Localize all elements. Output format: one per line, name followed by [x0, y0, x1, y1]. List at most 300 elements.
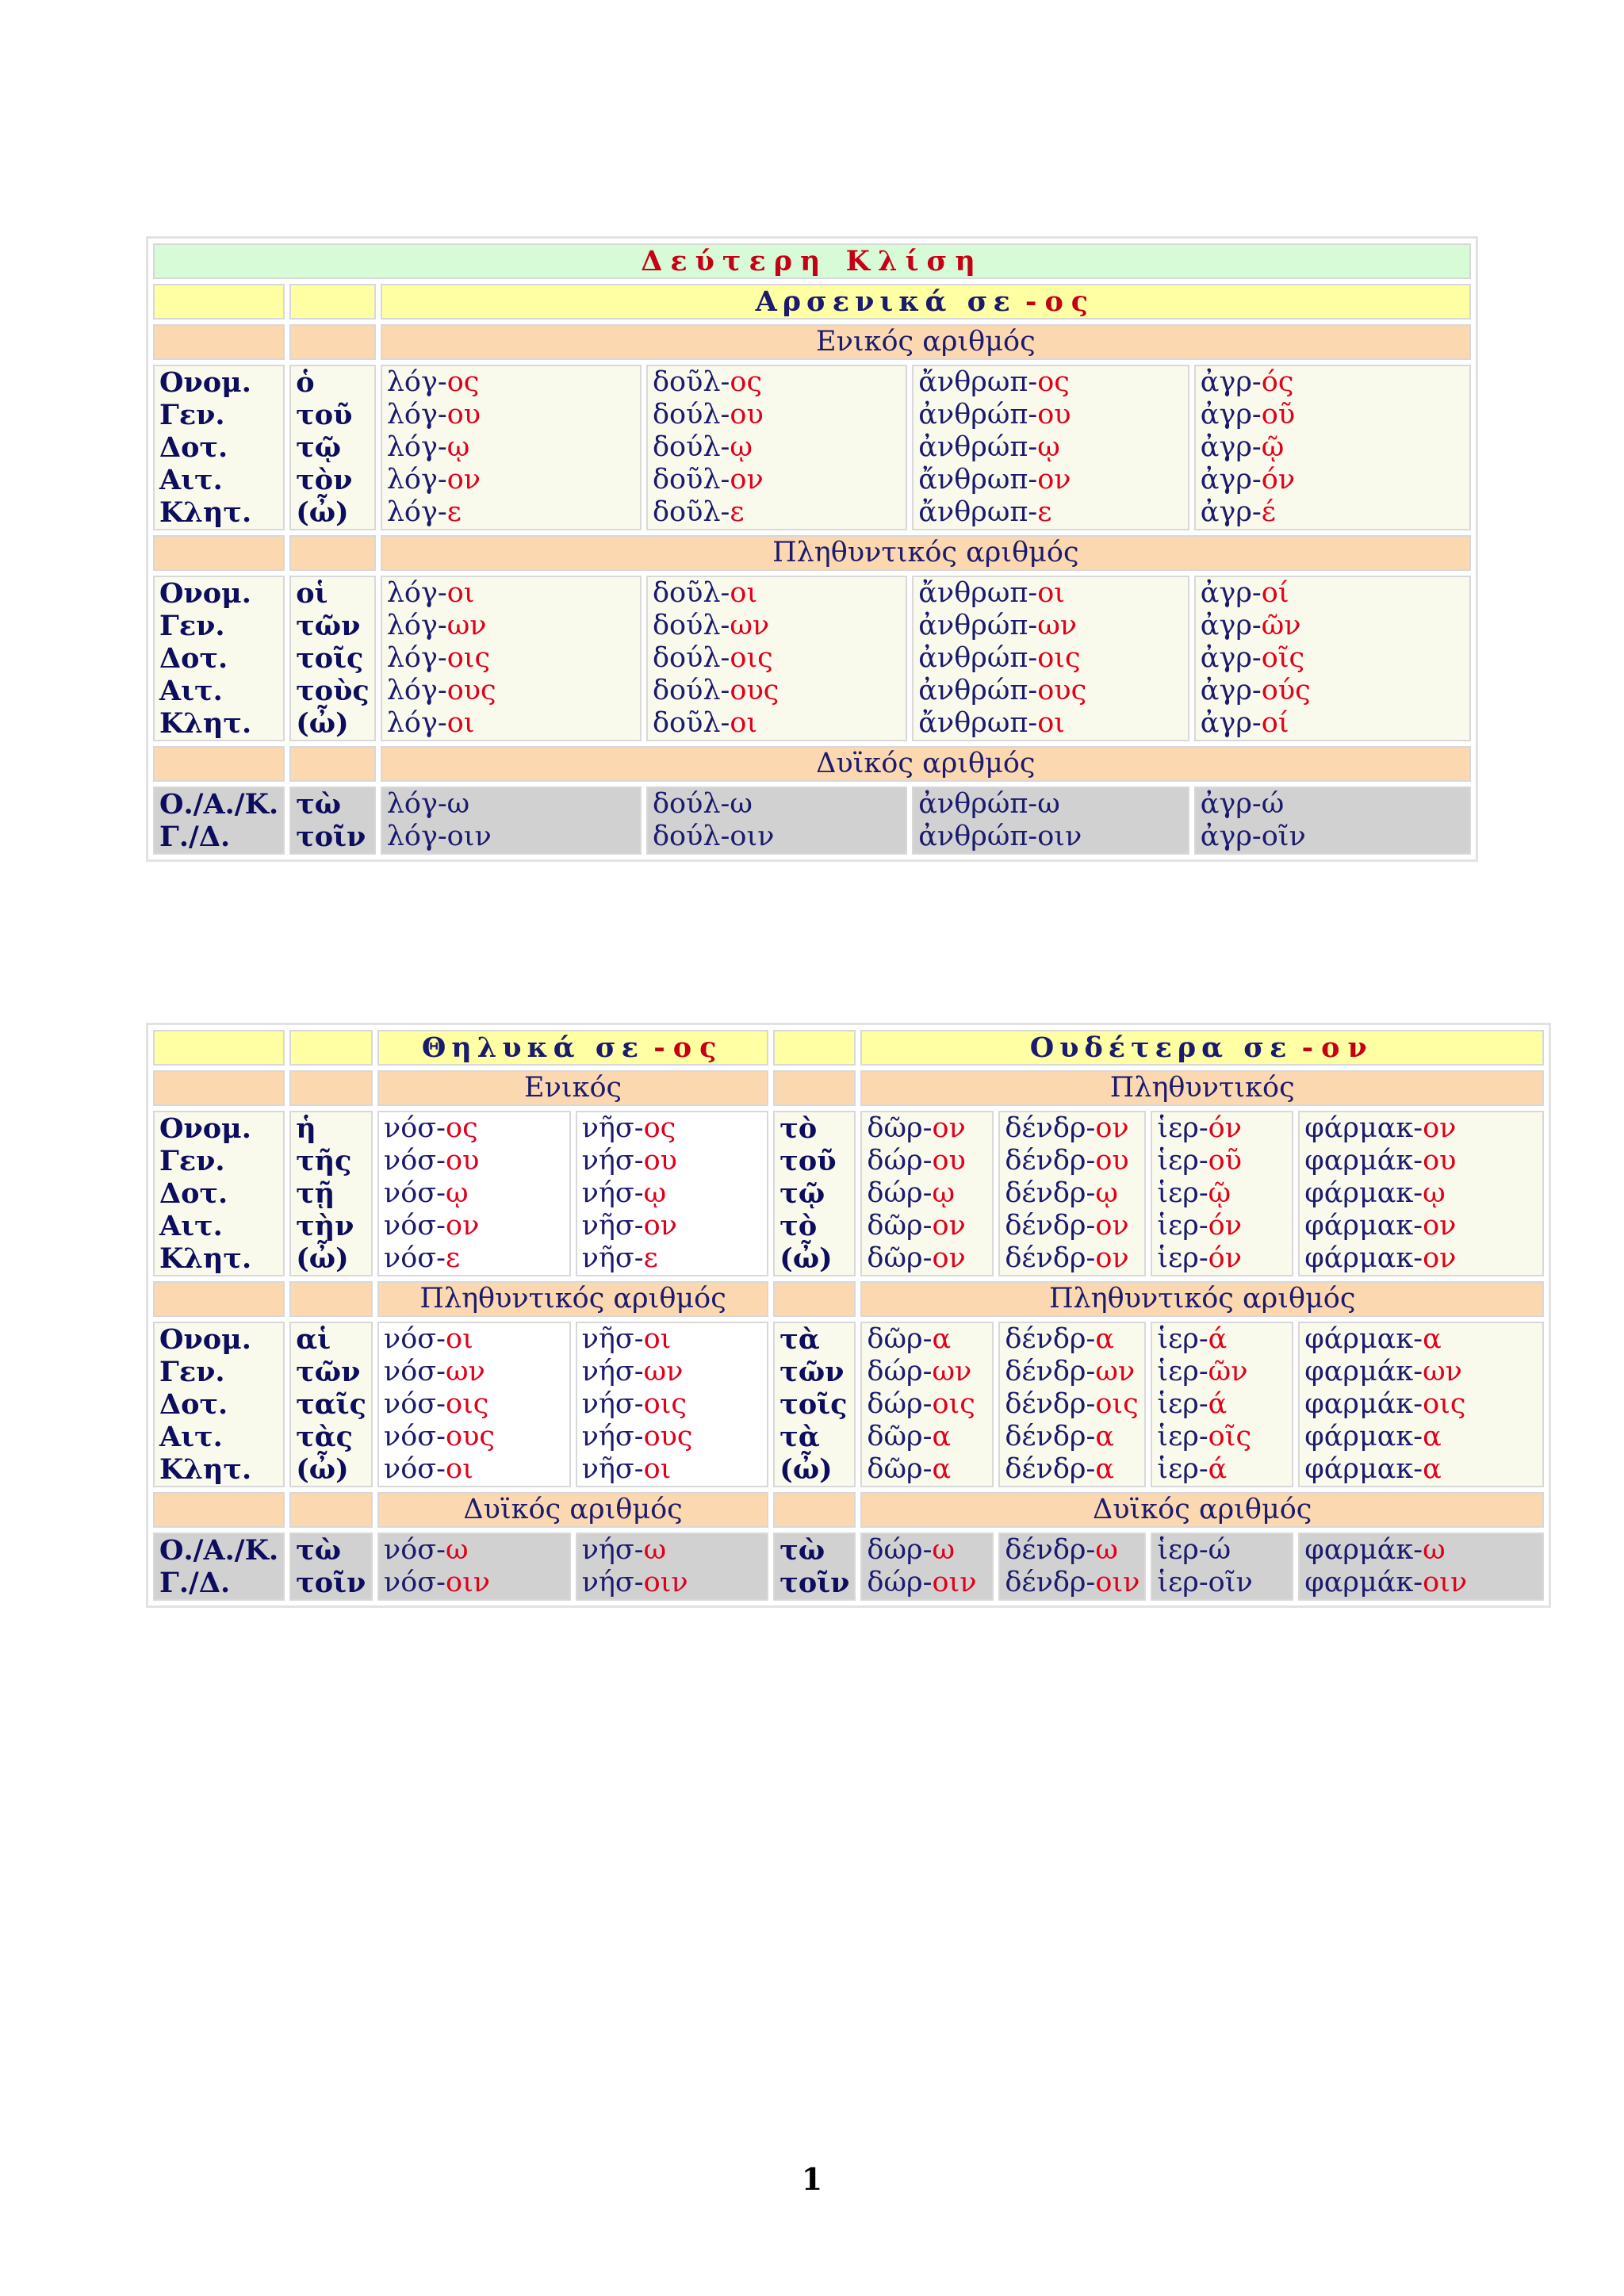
word-ending: ον: [932, 1112, 966, 1144]
word-ending: ος: [446, 1112, 478, 1144]
word-form: [384, 1356, 565, 1388]
word-form: [1005, 1567, 1139, 1599]
word-form: [387, 431, 635, 464]
word-form: [387, 399, 635, 431]
word-form: [653, 642, 901, 675]
neuter-title: Ουδέτερα σε -ον: [860, 1030, 1544, 1066]
word-form: [1304, 1453, 1538, 1486]
word-ending: ον: [446, 1210, 480, 1242]
word-form: [384, 1242, 565, 1275]
word-form: [1304, 1210, 1538, 1242]
word-ending: οις: [932, 1388, 975, 1420]
word-form: [1005, 1453, 1139, 1486]
cell-line: Ονομ.: [159, 366, 251, 399]
word-form: [867, 1177, 987, 1210]
word-stem: φάρμακ-: [1304, 1242, 1423, 1274]
word-stem: ἱερ-ώ: [1157, 1534, 1231, 1566]
word-ending: ων: [446, 610, 487, 641]
neu-dual-article-column: [773, 1533, 856, 1601]
cell-line: Κλητ.: [159, 1242, 252, 1275]
word-ending: οις: [730, 642, 773, 674]
word-ending: α: [1095, 1421, 1114, 1452]
word-ending: ῶν: [1261, 610, 1301, 641]
cell-line: ἡ: [296, 1112, 316, 1145]
cell-line: Δοτ.: [159, 431, 228, 464]
word-stem: φάρμακ-: [1304, 1112, 1423, 1144]
word-ending: οις: [643, 1388, 687, 1420]
word-form: [653, 675, 901, 707]
forms-pharmakon-plural: [1298, 1322, 1544, 1487]
word-form: [1201, 707, 1465, 740]
word-stem: ἀνθρώπ-: [918, 642, 1038, 674]
dual-article-column: [289, 786, 376, 855]
word-form: [1201, 610, 1465, 642]
masculine-subtitle: Αρσενικά σε -ος: [381, 284, 1471, 320]
word-ending: ω: [932, 1534, 955, 1566]
word-stem: φαρμάκ-: [1304, 1567, 1423, 1598]
word-form: [918, 431, 1182, 464]
word-form: [867, 1210, 987, 1242]
word-stem: δένδρ-: [1005, 1453, 1096, 1485]
word-ending: οις: [446, 1388, 489, 1420]
word-form: [1304, 1534, 1538, 1567]
word-ending: ῷ: [1208, 1177, 1231, 1209]
word-stem: νῆσ-: [581, 1210, 644, 1242]
word-form: [1304, 1567, 1538, 1599]
word-stem: δώρ-: [867, 1145, 933, 1177]
cell-line: Γ./Δ.: [159, 1567, 231, 1599]
word-ending: ον: [932, 1210, 966, 1242]
word-stem: ἱερ-: [1157, 1388, 1208, 1420]
word-form: [1005, 1145, 1139, 1177]
word-stem: δούλ-ω: [652, 788, 753, 820]
singular-heading: Ενικός αριθμός: [381, 324, 1471, 360]
word-ending: ου: [446, 399, 481, 430]
word-ending: α: [1095, 1323, 1114, 1355]
forms-anthropos-singular: [912, 365, 1189, 530]
word-stem: ἀνθρώπ-: [918, 610, 1038, 641]
word-ending: οι: [1037, 707, 1066, 739]
cell-line: Αιτ.: [159, 1421, 223, 1453]
word-form: [387, 496, 635, 529]
word-stem: δένδρ-: [1005, 1421, 1096, 1452]
word-stem: λόγ-: [386, 399, 447, 430]
forms-nesos-dual: [576, 1533, 769, 1601]
word-form: [1201, 496, 1465, 529]
word-stem: ἀγρ-: [1200, 431, 1262, 463]
word-ending: οιν: [1423, 1567, 1468, 1598]
word-form: [867, 1323, 987, 1356]
word-stem: νῆσ-: [581, 1323, 644, 1355]
plural-heading: Πληθυντικός αριθμός: [381, 535, 1471, 571]
word-ending: ά: [1208, 1323, 1228, 1355]
word-ending: όν: [1208, 1112, 1243, 1144]
word-ending: α: [932, 1421, 952, 1452]
forms-agros-singular: [1194, 365, 1471, 530]
word-stem: δώρ-: [867, 1534, 933, 1566]
word-form: [582, 1177, 763, 1210]
feminine-neuter-declension-table: [146, 1023, 1551, 1608]
word-stem: ἱερ-: [1157, 1145, 1208, 1177]
word-ending: ον: [1423, 1112, 1457, 1144]
word-stem: ἱερ-: [1157, 1242, 1208, 1274]
word-ending: ος: [643, 1112, 676, 1144]
word-ending: ῶν: [1208, 1356, 1248, 1387]
cell-line: τὴν: [296, 1210, 354, 1242]
word-form: [384, 1323, 565, 1356]
word-form: [387, 675, 635, 707]
word-form: [582, 1145, 763, 1177]
word-ending: ος: [730, 366, 763, 398]
word-ending: ῳ: [1095, 1177, 1118, 1209]
word-ending: οι: [730, 707, 758, 739]
word-ending: οῦ: [1208, 1145, 1243, 1177]
forms-logos-plural: [381, 576, 642, 741]
word-stem: λόγ-: [386, 577, 447, 609]
word-form: [918, 577, 1182, 610]
word-stem: νόσ-: [383, 1323, 446, 1355]
word-form: [1005, 1242, 1139, 1275]
forms-doulos-plural: [646, 576, 907, 741]
word-form: [1304, 1323, 1538, 1356]
word-ending: οις: [1095, 1388, 1139, 1420]
cell-line: Δοτ.: [159, 1388, 228, 1421]
cell-line: Ονομ.: [159, 577, 251, 610]
word-form: [1201, 642, 1465, 675]
word-form: [384, 1534, 565, 1567]
cell-line: τὸ: [779, 1210, 818, 1242]
fem-article-column: [289, 1322, 373, 1487]
word-stem: δούλ-: [652, 642, 730, 674]
word-stem: δένδρ-: [1005, 1177, 1096, 1209]
word-stem: νόσ-: [383, 1177, 446, 1209]
word-form: [867, 1242, 987, 1275]
word-stem: ἄνθρωπ-: [918, 577, 1038, 609]
fem-dual-heading: Δυϊκός αριθμός: [377, 1492, 768, 1528]
cell-line: Κλητ.: [159, 1453, 252, 1486]
word-ending: ον: [932, 1242, 966, 1274]
word-ending: ῳ: [446, 431, 470, 463]
word-ending: όν: [1208, 1242, 1243, 1274]
forms-dendron-singular: [998, 1111, 1146, 1276]
word-form: [1157, 1453, 1287, 1486]
word-ending: ων: [643, 1356, 684, 1387]
word-form: [1157, 1356, 1287, 1388]
word-stem: ἀγρ-: [1200, 675, 1262, 706]
word-stem: ἄνθρωπ-: [918, 464, 1038, 496]
word-stem: ἀνθρώπ-: [918, 399, 1038, 430]
word-ending: ων: [1423, 1356, 1462, 1387]
dual-case-labels: [153, 786, 285, 855]
word-form: [653, 366, 901, 399]
word-stem: νήσ-: [581, 1177, 644, 1209]
word-ending: α: [1423, 1323, 1442, 1355]
word-form: [384, 1388, 565, 1421]
word-stem: ἀγρ-: [1200, 610, 1262, 641]
word-form: [387, 577, 635, 610]
word-form: [867, 1356, 987, 1388]
cell-line: τοῖν: [296, 821, 366, 853]
forms-dendron-plural: [998, 1322, 1146, 1487]
forms-doron-dual: [860, 1533, 994, 1601]
word-form: [867, 1534, 987, 1567]
word-ending: οιν: [643, 1567, 688, 1598]
cell-line: (ὦ): [779, 1453, 833, 1486]
word-ending: ῳ: [730, 431, 753, 463]
word-ending: α: [1095, 1453, 1114, 1485]
word-ending: α: [932, 1323, 952, 1355]
word-form: [918, 610, 1182, 642]
word-form: [582, 1242, 763, 1275]
word-stem: δούλ-οιν: [652, 821, 775, 852]
word-stem: δένδρ-: [1005, 1242, 1096, 1274]
cell-line: Δοτ.: [159, 1177, 228, 1210]
cell-line: τῇ: [296, 1177, 335, 1210]
word-ending: ε: [446, 1242, 461, 1274]
word-stem: ἀγρ-: [1200, 496, 1262, 528]
word-stem: νῆσ-: [581, 1242, 644, 1274]
cell-line: Γεν.: [159, 610, 225, 642]
word-ending: οῖς: [1261, 642, 1305, 674]
word-form: [1005, 1421, 1139, 1453]
word-form: [1005, 1388, 1139, 1421]
word-stem: ἄνθρωπ-: [918, 366, 1038, 398]
word-form: [582, 1421, 763, 1453]
word-form: [1304, 1242, 1538, 1275]
word-stem: φάρμακ-: [1304, 1421, 1423, 1452]
cell-line: Ονομ.: [159, 1112, 251, 1145]
word-ending: οις: [446, 642, 491, 674]
word-stem: ἀνθρώπ-: [918, 431, 1038, 463]
word-stem: λόγ-ω: [386, 788, 470, 820]
word-stem: ἱερ-οῖν: [1157, 1567, 1253, 1598]
word-stem: φαρμάκ-: [1304, 1145, 1423, 1177]
word-form: [387, 366, 635, 399]
word-form: [582, 1388, 763, 1421]
word-form: [1304, 1421, 1538, 1453]
cell-line: τὰ: [779, 1421, 820, 1453]
word-form: [582, 1356, 763, 1388]
cell-line: (ὦ): [779, 1242, 833, 1275]
neu-plural-heading: Πληθυντικός αριθμός: [860, 1281, 1544, 1317]
word-form: [918, 707, 1182, 740]
word-stem: δούλ-: [652, 610, 730, 641]
word-form: [867, 1145, 987, 1177]
cell-line: τὰ: [779, 1323, 820, 1356]
word-ending: οῖς: [1208, 1421, 1252, 1452]
word-ending: ε: [643, 1242, 658, 1274]
word-form: [1157, 1421, 1287, 1453]
word-ending: α: [932, 1453, 952, 1485]
word-form: [1157, 1388, 1287, 1421]
word-stem: νήσ-: [581, 1567, 644, 1598]
word-stem: φάρμακ-: [1304, 1323, 1423, 1355]
word-ending: οι: [446, 707, 475, 739]
word-form: [387, 642, 635, 675]
word-ending: ε: [1037, 496, 1052, 528]
word-stem: δένδρ-: [1005, 1145, 1096, 1177]
word-form: [653, 610, 901, 642]
fem-dual-article-column: [289, 1533, 373, 1601]
word-stem: δώρ-: [867, 1388, 933, 1420]
cell-line: (ὦ): [296, 496, 349, 529]
word-form: [867, 1421, 987, 1453]
cell-line: Κλητ.: [159, 707, 252, 740]
word-ending: ος: [1037, 366, 1070, 398]
word-form: [384, 1145, 565, 1177]
word-stem: δῶρ-: [867, 1453, 933, 1485]
cell-line: τῷ: [296, 431, 342, 464]
word-stem: ἀγρ-: [1200, 366, 1262, 398]
word-form: [582, 1534, 763, 1567]
cell-line: Δοτ.: [159, 642, 228, 675]
neu-article-column: [773, 1111, 856, 1276]
word-form: [1157, 1177, 1287, 1210]
cell-line: Γεν.: [159, 1356, 225, 1388]
forms-hieron-dual: [1151, 1533, 1293, 1601]
word-ending: ους: [1037, 675, 1087, 706]
word-stem: δῶρ-: [867, 1210, 933, 1242]
case-labels: [153, 576, 285, 741]
word-ending: ου: [1423, 1145, 1457, 1177]
word-form: [1157, 1534, 1287, 1567]
word-form: [653, 707, 901, 740]
word-form: [384, 1112, 565, 1145]
word-form: [1201, 821, 1465, 853]
forms-agros-plural: [1194, 576, 1471, 741]
cell-line: ὁ: [296, 366, 315, 399]
word-stem: φαρμάκ-: [1304, 1356, 1423, 1387]
cell-line: τῶν: [296, 1356, 361, 1388]
word-stem: νήσ-: [581, 1421, 644, 1452]
word-ending: ου: [643, 1145, 677, 1177]
word-form: [387, 788, 635, 821]
article-column: [289, 576, 376, 741]
word-stem: δοῦλ-: [652, 577, 730, 609]
cell-line: τοῦ: [296, 399, 353, 431]
forms-hieron-plural: [1151, 1322, 1293, 1487]
forms-doron-singular: [860, 1111, 994, 1276]
word-ending: ους: [730, 675, 779, 706]
cell-line: τῷ: [779, 1177, 825, 1210]
word-ending: οιν: [932, 1567, 977, 1598]
case-labels: [153, 1111, 285, 1276]
word-stem: δοῦλ-: [652, 366, 730, 398]
word-ending: ῳ: [1037, 431, 1060, 463]
word-ending: ω: [1095, 1534, 1118, 1566]
word-ending: ον: [1095, 1112, 1129, 1144]
word-form: [653, 821, 901, 853]
word-form: [1157, 1242, 1287, 1275]
word-form: [384, 1177, 565, 1210]
word-form: [918, 464, 1182, 496]
word-form: [582, 1210, 763, 1242]
word-stem: δῶρ-: [867, 1323, 933, 1355]
word-stem: νόσ-: [383, 1242, 446, 1274]
word-ending: ου: [730, 399, 764, 430]
word-stem: ἱερ-: [1157, 1210, 1208, 1242]
word-stem: ἀγρ-οῖν: [1200, 821, 1306, 852]
cell-line: τὼ: [296, 1534, 342, 1567]
neu-article-column: [773, 1322, 856, 1487]
forms-nosos-dual: [377, 1533, 571, 1601]
word-stem: δένδρ-: [1005, 1210, 1096, 1242]
word-form: [1005, 1323, 1139, 1356]
word-form: [1201, 788, 1465, 821]
word-form: [918, 399, 1182, 431]
word-stem: ἱερ-: [1157, 1112, 1208, 1144]
neu-dual-heading: Δυϊκός αριθμός: [860, 1492, 1544, 1528]
word-ending: ου: [446, 1145, 480, 1177]
word-form: [384, 1453, 565, 1486]
word-ending: ον: [446, 464, 481, 496]
word-form: [384, 1210, 565, 1242]
word-stem: ἀγρ-: [1200, 707, 1262, 739]
word-stem: δένδρ-: [1005, 1112, 1096, 1144]
word-stem: φάρμακ-: [1304, 1453, 1423, 1485]
word-stem: νόσ-: [383, 1421, 446, 1452]
cell-line: τῶν: [779, 1356, 845, 1388]
word-form: [1005, 1534, 1139, 1567]
word-ending: α: [1423, 1453, 1442, 1485]
cell-line: Ο./Α./Κ.: [159, 788, 279, 821]
word-stem: λόγ-: [386, 464, 447, 496]
fem-singular-heading: Ενικός: [377, 1070, 768, 1106]
cell-line: τὸν: [296, 464, 353, 496]
cell-line: τοῖν: [296, 1567, 366, 1599]
word-stem: νόσ-: [383, 1534, 446, 1566]
cell-line: τὸ: [779, 1112, 818, 1145]
cell-line: τὼ: [779, 1534, 825, 1567]
forms-anthropos-dual: [912, 786, 1189, 855]
word-stem: νόσ-: [383, 1145, 446, 1177]
word-form: [387, 464, 635, 496]
word-form: [387, 610, 635, 642]
word-ending: ους: [643, 1421, 693, 1452]
word-ending: όν: [1208, 1210, 1243, 1242]
word-stem: λόγ-: [386, 496, 447, 528]
word-form: [384, 1567, 565, 1599]
word-stem: δοῦλ-: [652, 496, 730, 528]
word-ending: ον: [1423, 1210, 1457, 1242]
word-form: [1005, 1177, 1139, 1210]
word-stem: νήσ-: [581, 1356, 644, 1387]
word-ending: ε: [730, 496, 745, 528]
word-stem: ἀνθρώπ-: [918, 675, 1038, 706]
word-stem: ἄνθρωπ-: [918, 707, 1038, 739]
word-stem: νήσ-: [581, 1145, 644, 1177]
word-stem: ἀγρ-: [1200, 642, 1262, 674]
forms-pharmakon-dual: [1298, 1533, 1544, 1601]
word-stem: φαρμάκ-: [1304, 1388, 1423, 1420]
word-form: [918, 675, 1182, 707]
word-stem: δῶρ-: [867, 1112, 933, 1144]
word-stem: ἱερ-: [1157, 1421, 1208, 1452]
word-stem: δούλ-: [652, 675, 730, 706]
forms-nosos-singular: [377, 1111, 571, 1276]
word-ending: ω: [1423, 1534, 1446, 1566]
word-ending: οι: [643, 1453, 672, 1485]
forms-agros-dual: [1194, 786, 1471, 855]
word-stem: νήσ-: [581, 1388, 644, 1420]
word-ending: ε: [446, 496, 462, 528]
cell-line: Γεν.: [159, 1145, 225, 1177]
forms-anthropos-plural: [912, 576, 1189, 741]
word-stem: φάρμακ-: [1304, 1210, 1423, 1242]
word-form: [1157, 1112, 1287, 1145]
word-stem: λόγ-: [386, 707, 447, 739]
word-form: [653, 431, 901, 464]
